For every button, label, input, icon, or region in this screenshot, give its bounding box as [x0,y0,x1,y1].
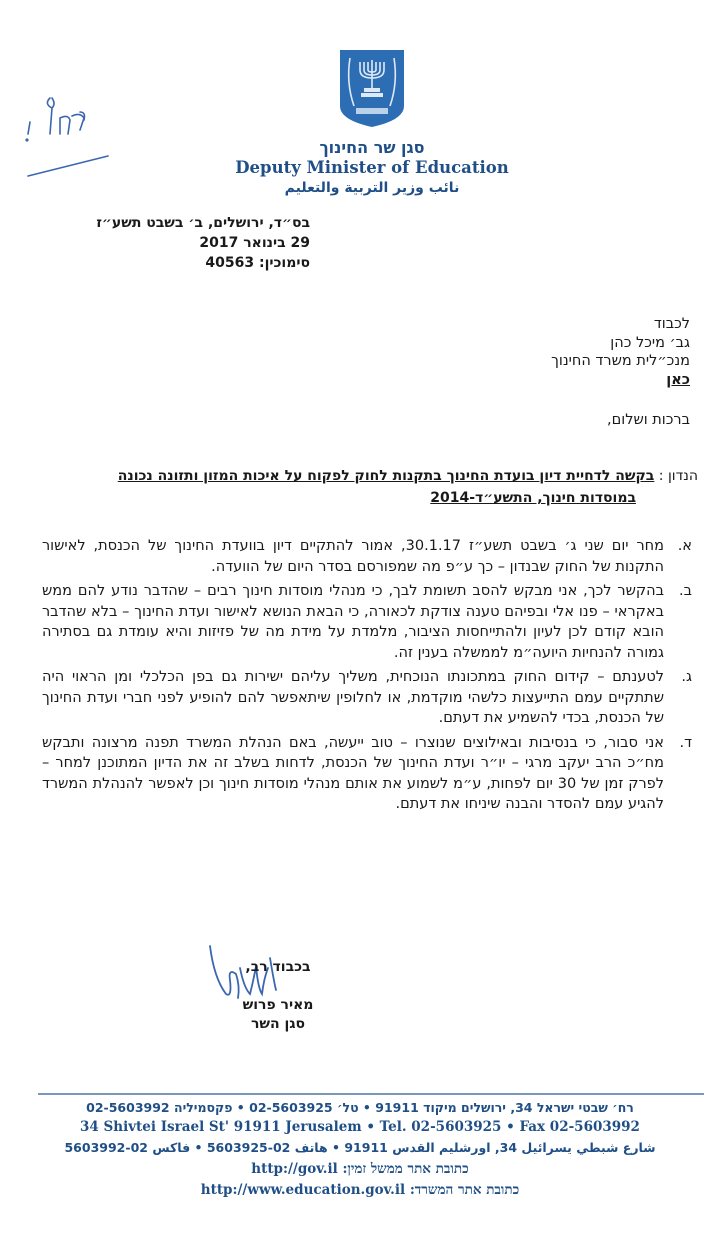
office-site-link[interactable]: http://www.education.gov.il [200,1182,406,1198]
date-hebrew: בס״ד, ירושלים, ב׳ בשבט תשע״ז [96,215,310,231]
paragraph-letter: א. [677,538,692,554]
date-gregorian: 29 בינואר 2017 [199,235,310,251]
office-site-label: כתובת אתר המשרד: [409,1182,520,1198]
paragraph-d [42,733,692,815]
subject-text-line1: בקשה לדחיית דיון בועדת החינוך בתקנות לחוק לפקוח על איכות המזון ותזונה נכונה [117,468,655,484]
footer-address-hebrew: רח׳ שבטי ישראל 34, ירושלים מיקוד 91911 • טל׳ 02-5603925 • פקסמיליה 02-5603992 [86,1100,634,1115]
paragraph-text: בהקשר לכך, אני מבקש להסב תשומת לבך, כי מנהלי מוסדות חינוך רבים – שהדבר נודע להם ממש באקראי – פנו אלי ובפיהם טענה צודקת לכאורה, כי הבאת הנושא לאישור ועדת החינוך – בלא שהדבר הובא קודם לכן לעיון ולהתייחסות הציבור, מלמדת על מידת מה של פזיזות והיא עומדת גם בסתירה גמורה להנחיות היועה״מ לממשלה בענין זה. [42,583,664,661]
footer-office-site [0,1182,720,1198]
paragraph-letter: ג. [681,669,692,685]
signature-block [228,958,328,1034]
signature-closing: בכבוד רב, [245,959,311,975]
letterhead-title-arabic: نائب وزير التربية والتعليم [284,180,460,196]
footer-address-arabic: شارع شبطي يسرائيل 34, اورشليم القدس 91911 • هاتف 02-5603925 • فاكس 02-5603992 [64,1140,656,1155]
paragraph-text: לטענתם – קידום החוק במתכונתו הנוכחית, משליך עליהם ישירות גם בפן הכלכלי ומן הראוי היה שתתקיים עמם התייעצות כלשהי מוקדמת, או לחלופין שיתאפשר להם להופיע לפני חברי ועדת החינוך של הכנסת, בכדי להשמיע את דעתם. [42,669,664,726]
paragraph-text: אני סבור, כי בנסיבות ובאילוצים שנוצרו – טוב ייעשה, באם הנהלת המשרד תפנה מרצונה ותבקש מח״כ הרב יעקב מרגי – יו״ר ועדת החינוך של הכנסת, לדחות בשלב זה את הדיון המתוכנן למחר – לפרק זמן של 30 יום לפחות, ע״מ לשמוע את אותם מנהלי מוסדות חינוך וכן לאפשר להנהלת המשרד להגיע עמם להסדר והבנה שיניחו את דעתם. [42,734,664,812]
paragraph-b [42,581,692,663]
footer-divider [38,1093,704,1095]
recipient-salutation: לכבוד [653,316,690,332]
paragraph-a [42,536,692,577]
footer-gov-site [0,1161,720,1177]
subject-label: הנדון : [658,468,698,484]
letterhead-title-hebrew: סגן שר החינוך [319,138,425,157]
subject-line [40,465,698,509]
date-block [60,213,310,273]
paragraph-letter: ב. [679,583,692,599]
signer-title: סגן השר [250,1016,306,1032]
recipient-block [390,315,690,389]
recipient-location: כאן [666,371,690,388]
subject-text-line2: במוסדות חינוך, התשע״ד-2014 [430,490,636,506]
paragraph-letter: ד. [679,734,692,751]
letter-body [42,536,692,819]
footer-address-english: 34 Shivtei Israel St' 91911 Jerusalem • Tel. 02-5603925 • Fax 02-5603992 [80,1119,640,1135]
letterhead-title-english: Deputy Minister of Education [235,158,509,177]
signer-name: מאיר פרוש [242,997,314,1013]
reference-number: סימוכין: 40563 [205,255,310,271]
greeting: ברכות ושלום, [607,412,690,428]
paragraph-c [42,667,692,729]
handwritten-urgent-note [20,90,120,180]
state-emblem-icon [338,48,406,128]
gov-site-link[interactable]: http://gov.il [251,1161,338,1177]
recipient-title: מנכ״לית משרד החינוך [551,353,690,369]
gov-site-label: כתובת אתר ממשל זמין: [342,1161,469,1177]
recipient-name: גב׳ מיכל כהן [610,334,690,351]
paragraph-text: מחר יום שני ג׳ בשבט תשע״ז 30.1.17, אמור להתקיים דיון בוועדת החינוך של הכנסת, לאישור התקנות של החוק שבנדון – כך ע״פ מה שמפורסם בסדר היום של הוועדה. [42,538,664,575]
